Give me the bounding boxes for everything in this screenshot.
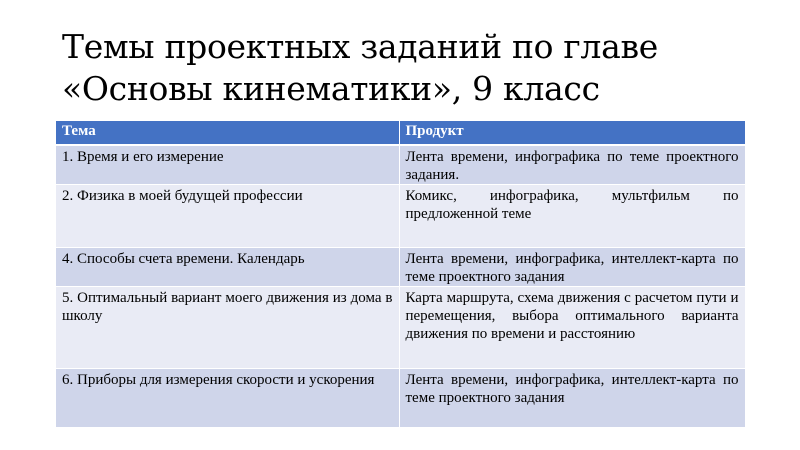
column-header-product: Продукт [399,121,745,145]
project-topics-table [56,121,746,428]
product-cell: Карта маршрута, схема движения с расчетом пути и перемещения, выбора оптимального варианта движения по времени и расстоянию [399,287,745,369]
table-row [56,145,745,185]
table-row [56,287,745,369]
slide-title-line-1: Темы проектных заданий по главе [62,27,658,66]
product-cell: Лента времени, инфографика, интеллект-карта по теме проектного задания [399,369,745,428]
product-cell: Комикс, инфографика, мультфильм по предложенной теме [399,185,745,248]
table-row [56,369,745,428]
topic-cell: 1. Время и его измерение [56,145,399,185]
topic-cell: 6. Приборы для измерения скорости и ускорения [56,369,399,428]
table-row [56,248,745,287]
table-header-row [56,121,745,145]
product-cell: Лента времени, инфографика по теме проектного задания. [399,145,745,185]
slide-title-line-2: «Основы кинематики», 9 класс [62,69,600,108]
table-row [56,185,745,248]
topic-cell: 2. Физика в моей будущей профессии [56,185,399,248]
slide-title [62,26,762,110]
topic-cell: 4. Способы счета времени. Календарь [56,248,399,287]
topic-cell: 5. Оптимальный вариант моего движения из дома в школу [56,287,399,369]
product-cell: Лента времени, инфографика, интеллект-карта по теме проектного задания [399,248,745,287]
column-header-topic: Тема [56,121,399,145]
